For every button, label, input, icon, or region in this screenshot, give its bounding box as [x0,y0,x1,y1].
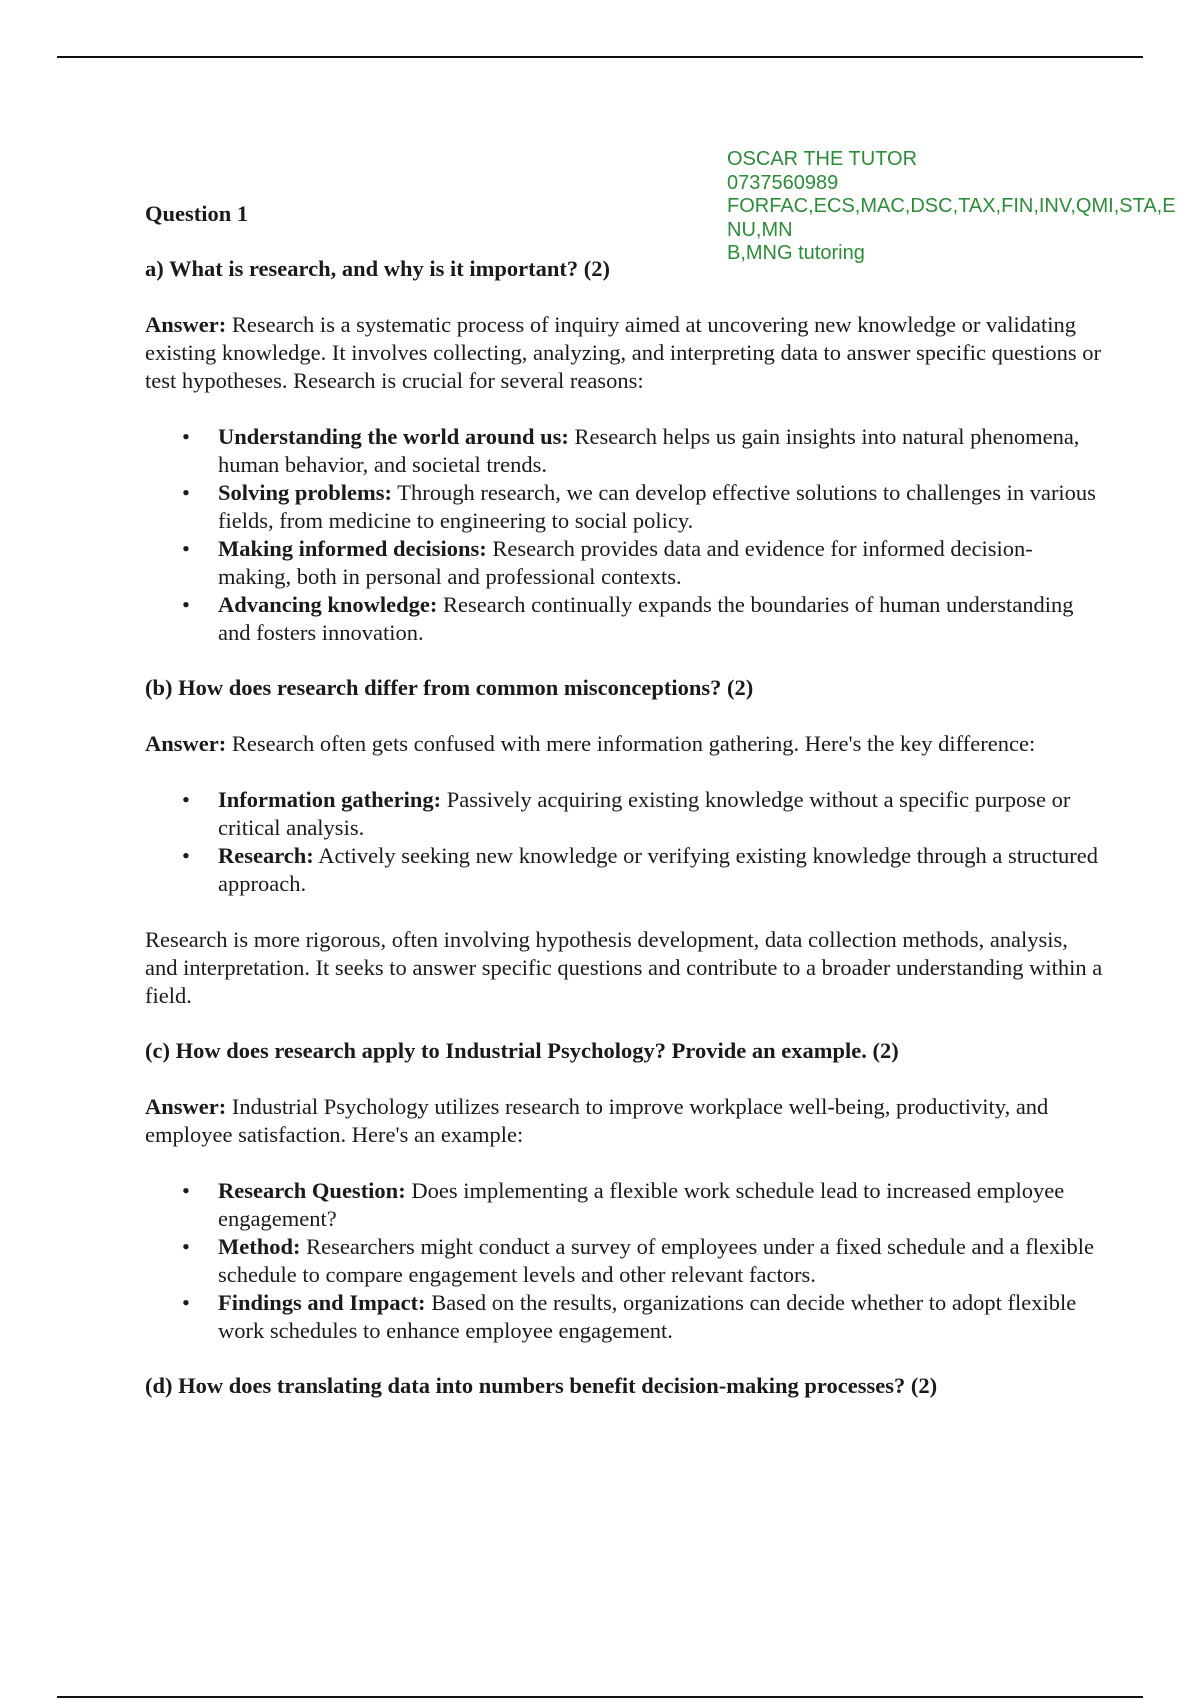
bullet-dot: • [182,843,190,868]
list-item [145,479,1105,535]
watermark-line: NU,MN [727,218,793,241]
list-item [145,423,1105,479]
bullet-term: Research Question: [218,1178,406,1203]
bullet-term: Method: [218,1234,301,1259]
answer-label: Answer: [145,312,227,337]
section-heading-c: (c) How does research apply to Industrial Psychology? Provide an example. (2) [145,1038,899,1063]
bullet-term: Solving problems: [218,480,392,505]
list-item [145,591,1105,647]
bullet-text: Based on the results, organizations can decide whether to adopt flexible work schedules to enhance employee engagement. [218,1290,1077,1343]
bullet-dot: • [182,1290,190,1315]
answer-text: Industrial Psychology utilizes research to improve workplace well-being, productivity, and employee satisfaction. Here's an example: [145,1094,1049,1147]
bullet-term: Understanding the world around us: [218,424,569,449]
bullet-text: Researchers might conduct a survey of employees under a fixed schedule and a flexible schedule to compare engagement levels and other relevant factors. [218,1234,1094,1287]
document-body [145,200,1105,1400]
bullet-text: Does implementing a flexible work schedule lead to increased employee engagement? [218,1178,1065,1231]
answer-text: Research often gets confused with mere information gathering. Here's the key difference: [226,731,1036,756]
section-heading-d: (d) How does translating data into numbers benefit decision-making processes? (2) [145,1373,938,1398]
answer-label: Answer: [145,731,227,756]
bullet-term: Making informed decisions: [218,536,487,561]
bullet-dot: • [182,1178,190,1203]
bullet-list-b [145,786,1105,898]
list-item [145,842,1105,898]
list-item [145,786,1105,842]
watermark-line: 0737560989 [727,171,839,194]
closing-paragraph-b: Research is more rigorous, often involving hypothesis development, data collection methods, analysis, and interpretation. It seeks to answer specific questions and contribute to a broader understanding within a field. [145,927,1103,1008]
answer-paragraph-c [145,1093,1105,1149]
section-heading-a: a) What is research, and why is it important? (2) [145,256,611,281]
bullet-term: Advancing knowledge: [218,592,438,617]
answer-label: Answer: [145,1094,227,1119]
list-item [145,535,1105,591]
bullet-dot: • [182,480,190,505]
bottom-rule [57,1696,1143,1698]
bullet-dot: • [182,424,190,449]
bullet-dot: • [182,592,190,617]
bullet-term: Information gathering: [218,787,442,812]
list-item [145,1289,1105,1345]
bullet-list-c [145,1177,1105,1345]
watermark-line: OSCAR THE TUTOR [727,148,918,170]
bullet-text: Passively acquiring existing knowledge without a specific purpose or critical analysis. [218,787,1071,840]
section-heading-b: (b) How does research differ from common misconceptions? (2) [145,675,754,700]
bullet-text: Through research, we can develop effective solutions to challenges in various fields, from medicine to engineering to social policy. [218,480,1096,533]
bullet-text: Research continually expands the boundaries of human understanding and fosters innovation. [218,592,1074,645]
top-rule [57,56,1143,58]
bullet-text: Research provides data and evidence for informed decision-making, both in personal and professional contexts. [218,536,1033,589]
bullet-term: Findings and Impact: [218,1290,426,1315]
list-item [145,1233,1105,1289]
watermark-line: FORFAC,ECS,MAC,DSC,TAX,FIN,INV,QMI,STA,E [727,195,1176,217]
list-item [145,1177,1105,1233]
bullet-text: Actively seeking new knowledge or verifying existing knowledge through a structured approach. [218,843,1098,896]
answer-text: Research is a systematic process of inquiry aimed at uncovering new knowledge or validating existing knowledge. It involves collecting, analyzing, and interpreting data to answer specific questions or test hypotheses. Research is crucial for several reasons: [145,312,1101,393]
bullet-dot: • [182,1234,190,1259]
watermark-line: B,MNG tutoring [727,242,865,264]
answer-paragraph-a [145,311,1105,395]
bullet-term: Research: [218,843,314,868]
answer-paragraph-b [145,730,1105,758]
bullet-list-a [145,423,1105,647]
bullet-dot: • [182,787,190,812]
question-title: Question 1 [145,201,249,226]
bullet-text: Research helps us gain insights into natural phenomena, human behavior, and societal trends. [218,424,1080,477]
bullet-dot: • [182,536,190,561]
